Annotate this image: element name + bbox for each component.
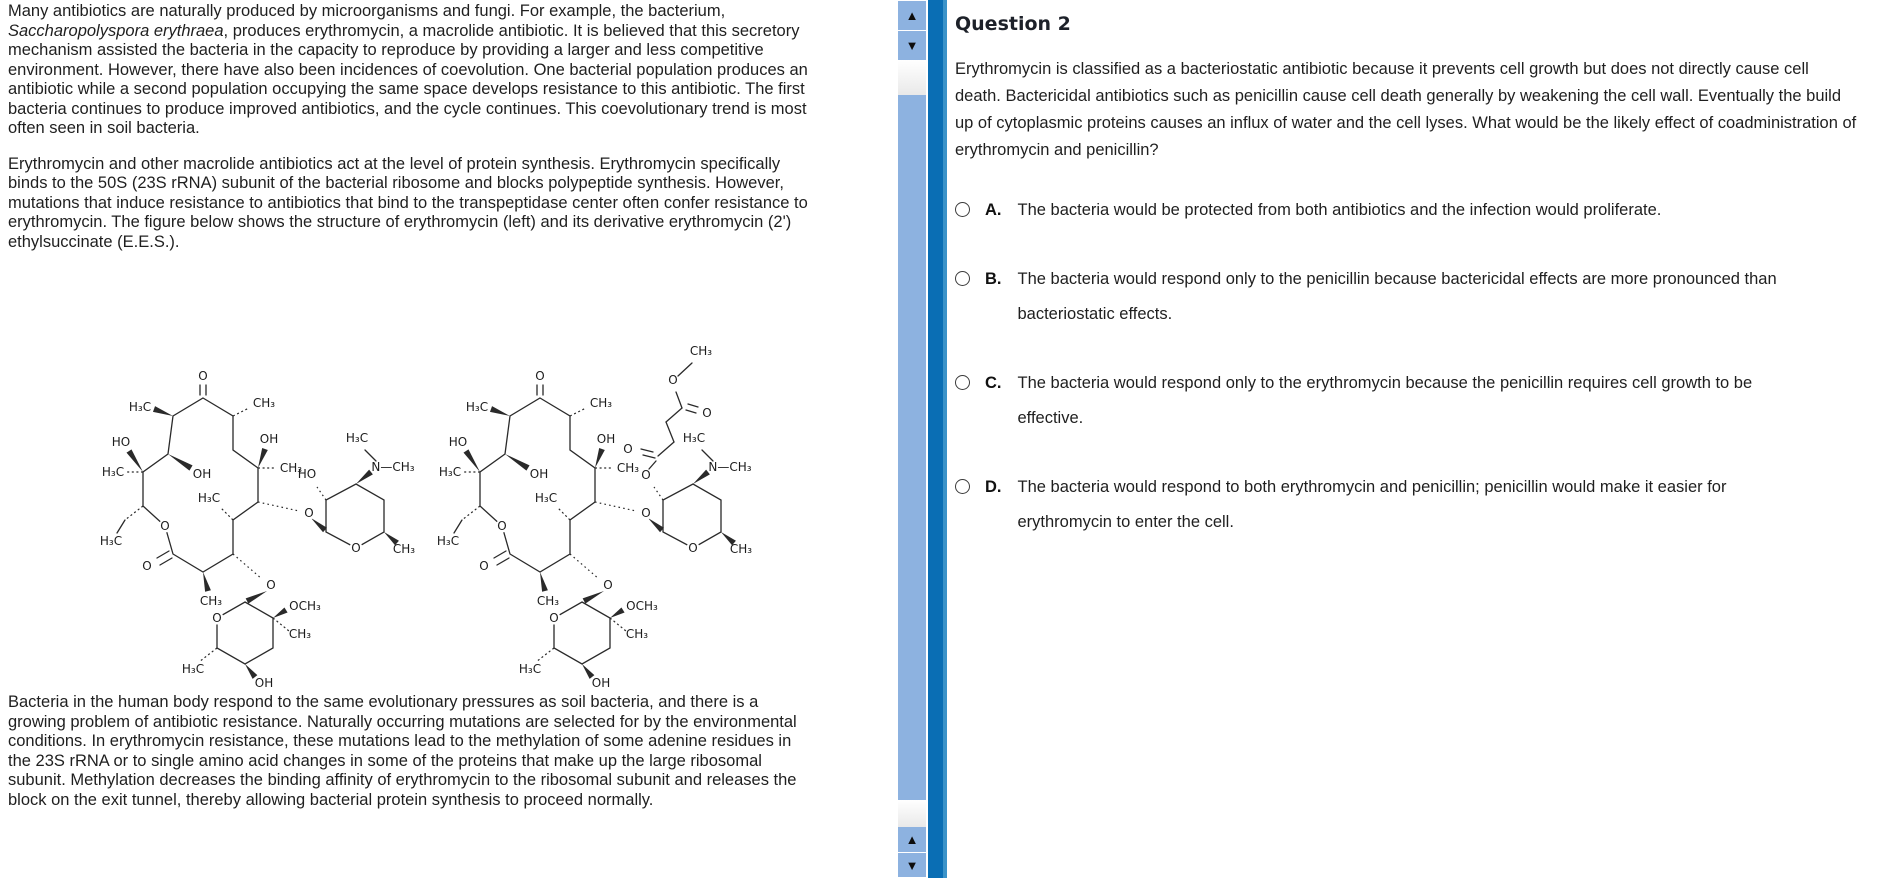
atom-label: OH — [529, 467, 549, 481]
passage-paragraph-1 — [8, 2, 808, 139]
atom-label: O — [702, 406, 712, 420]
options-list — [955, 193, 1870, 540]
molecule-figure — [8, 268, 897, 693]
atom-label: CH₃ — [729, 542, 753, 556]
passage-text-segment: Erythromycin and other macrolide antibiotics act at the level of protein synthesis. Erythromycin specifically binds to the 50S (23S rRNA) subunit of the bacterial ribosome and blocks polypeptide synthesis. However, mutations that induce resistance to antibiotics that bind to the transpeptidase center often confer resistance to erythromycin. The figure below shows the structure of erythromycin (left) and its derivative erythromycin (2') ethylsuccinate (E.E.S.). — [8, 154, 808, 251]
atom-label: O — [212, 611, 222, 625]
atom-label: CH₃ — [288, 627, 312, 641]
answer-option-c[interactable] — [955, 366, 1870, 436]
atom-label: HO — [297, 467, 317, 481]
atom-label: OH — [591, 676, 611, 688]
atom-label: CH₃ — [689, 344, 713, 358]
atom-label: H₃C — [534, 491, 558, 505]
scroll-down-button-top[interactable] — [898, 31, 926, 60]
passage-text-segment: Saccharopolyspora erythraea — [8, 21, 224, 40]
question-text: Erythromycin is classified as a bacteriostatic antibiotic because it prevents cell growth but does not directly cause cell death. Bactericidal antibiotics such as penicillin cause cell death generally by weakening the cell wall. Eventually the build up of cytoplasmic proteins causes an influx of water and the cell lyses. What would be the likely effect of coadministration of erythromycin and penicillin? — [955, 60, 1857, 159]
atom-label: O — [641, 468, 651, 482]
option-letter: A. — [985, 201, 1002, 219]
scroll-down-button-bottom[interactable] — [898, 853, 926, 877]
atom-label: OH — [192, 467, 212, 481]
atom-label: H₃C — [438, 465, 462, 479]
option-text: The bacteria would respond only to the erythromycin because the penicillin requires cell growth to be effective. — [1017, 374, 1753, 427]
atom-label: O — [479, 559, 489, 573]
atom-label: O — [641, 506, 651, 520]
atom-label: N—CH₃ — [371, 460, 415, 474]
atom-label: H₃C — [345, 431, 369, 445]
passage-paragraph-2 — [8, 155, 808, 253]
question-panel — [947, 0, 1880, 878]
scrollbar-thumb[interactable] — [898, 95, 926, 800]
option-text: The bacteria would respond to both erythromycin and penicillin; penicillin would make it easier for erythromycin to enter the cell. — [1017, 478, 1727, 531]
scrollbar-track-bottom[interactable] — [898, 800, 926, 827]
option-letter: B. — [985, 270, 1002, 288]
answer-option-d[interactable] — [955, 470, 1870, 540]
atom-label: CH₃ — [392, 542, 416, 556]
atom-label: O — [198, 369, 208, 383]
question-title: Question 2 — [955, 13, 1071, 35]
passage-scrollbar[interactable] — [897, 0, 928, 878]
passage-paragraph-3 — [8, 693, 808, 810]
answer-option-b[interactable] — [955, 262, 1870, 332]
option-text: The bacteria would respond only to the penicillin because bactericidal effects are more pronounced than bacteriostatic effects. — [1017, 270, 1777, 323]
atom-label: CH₃ — [589, 396, 613, 410]
atom-label: H₃C — [197, 491, 221, 505]
passage-text-segment: Bacteria in the human body respond to the same evolutionary pressures as soil bacteria, and there is a growing problem of antibiotic resistance. Naturally occurring mutations are selected for by the environmental conditions. In erythromycin resistance, these mutations lead to the methylation of some adenine residues in the 23S rRNA or to single amino acid changes in some of the proteins that make up the large ribosomal subunit. Methylation decreases the binding affinity of erythromycin to the ribosomal subunit and releases the block on the exit tunnel, thereby allowing bacterial protein synthesis to proceed normally. — [8, 693, 797, 809]
molecule-erythromycin — [100, 369, 415, 688]
up-arrow-icon: ▲ — [905, 832, 919, 847]
scroll-up-button-top[interactable] — [898, 1, 926, 30]
atom-label: O — [142, 559, 152, 573]
passage-panel — [0, 0, 897, 878]
atom-label: N—CH₃ — [708, 460, 752, 474]
erythromycin-structures-image — [8, 268, 788, 688]
atom-label: O — [351, 541, 361, 555]
atom-label: O — [668, 373, 678, 387]
atom-label: O — [535, 369, 545, 383]
atom-label: O — [688, 541, 698, 555]
atom-label: CH₃ — [616, 461, 640, 475]
atom-label: O — [160, 519, 170, 533]
option-letter: D. — [985, 478, 1002, 496]
up-arrow-icon: ▲ — [905, 8, 919, 23]
atom-label: H₃C — [128, 400, 152, 414]
atom-label: H₃C — [181, 662, 205, 676]
atom-label: O — [603, 578, 613, 592]
radio-button[interactable] — [955, 271, 970, 286]
atom-label: H₃C — [518, 662, 542, 676]
passage-text-segment: , produces erythromycin, a macrolide antibiotic. It is believed that this secretory mechanism assisted the bacteria in the capacity to reproduce by providing a larger and less competitive environment. However, there have also been incidences of coevolution. One bacterial population produces an antibiotic while a second population occupying the same space develops resistance to this antibiotic. The first bacteria continues to produce improved antibiotics, and the cycle continues. This coevolutionary trend is most often seen in soil bacteria. — [8, 21, 808, 137]
atom-label: H₃C — [682, 431, 706, 445]
atom-label: OH — [259, 432, 279, 446]
atom-label: CH₃ — [536, 594, 560, 608]
atom-label: CH₃ — [279, 461, 303, 475]
option-letter: C. — [985, 374, 1002, 392]
atom-label: OH — [254, 676, 274, 688]
atom-label: HO — [448, 435, 468, 449]
atom-label: OCH₃ — [289, 599, 321, 613]
radio-button[interactable] — [955, 202, 970, 217]
atom-label: CH₃ — [625, 627, 649, 641]
atom-label: H₃C — [99, 534, 123, 548]
molecule-erythromycin-2-ethylsuccinate — [437, 344, 752, 688]
radio-button[interactable] — [955, 375, 970, 390]
option-text: The bacteria would be protected from both antibiotics and the infection would proliferate. — [1017, 201, 1662, 219]
scroll-up-button-bottom[interactable] — [898, 827, 926, 852]
atom-label: H₃C — [101, 465, 125, 479]
radio-button[interactable] — [955, 479, 970, 494]
down-arrow-icon: ▼ — [905, 857, 919, 873]
atom-label: H₃C — [465, 400, 489, 414]
down-arrow-icon: ▼ — [905, 38, 919, 53]
answer-option-a[interactable] — [955, 193, 1870, 228]
scrollbar-track-top[interactable] — [898, 60, 926, 95]
atom-label: O — [304, 506, 314, 520]
atom-label: OH — [596, 432, 616, 446]
passage-text-segment: Many antibiotics are naturally produced by microorganisms and fungi. For example, the bacterium, — [8, 2, 726, 20]
atom-label: O — [266, 578, 276, 592]
atom-label: H₃C — [436, 534, 460, 548]
atom-label: O — [623, 442, 633, 456]
atom-label: O — [497, 519, 507, 533]
atom-label: CH₃ — [199, 594, 223, 608]
atom-label: CH₃ — [252, 396, 276, 410]
atom-label: OCH₃ — [626, 599, 658, 613]
atom-label: HO — [111, 435, 131, 449]
panel-divider[interactable] — [928, 0, 947, 878]
atom-label: O — [549, 611, 559, 625]
